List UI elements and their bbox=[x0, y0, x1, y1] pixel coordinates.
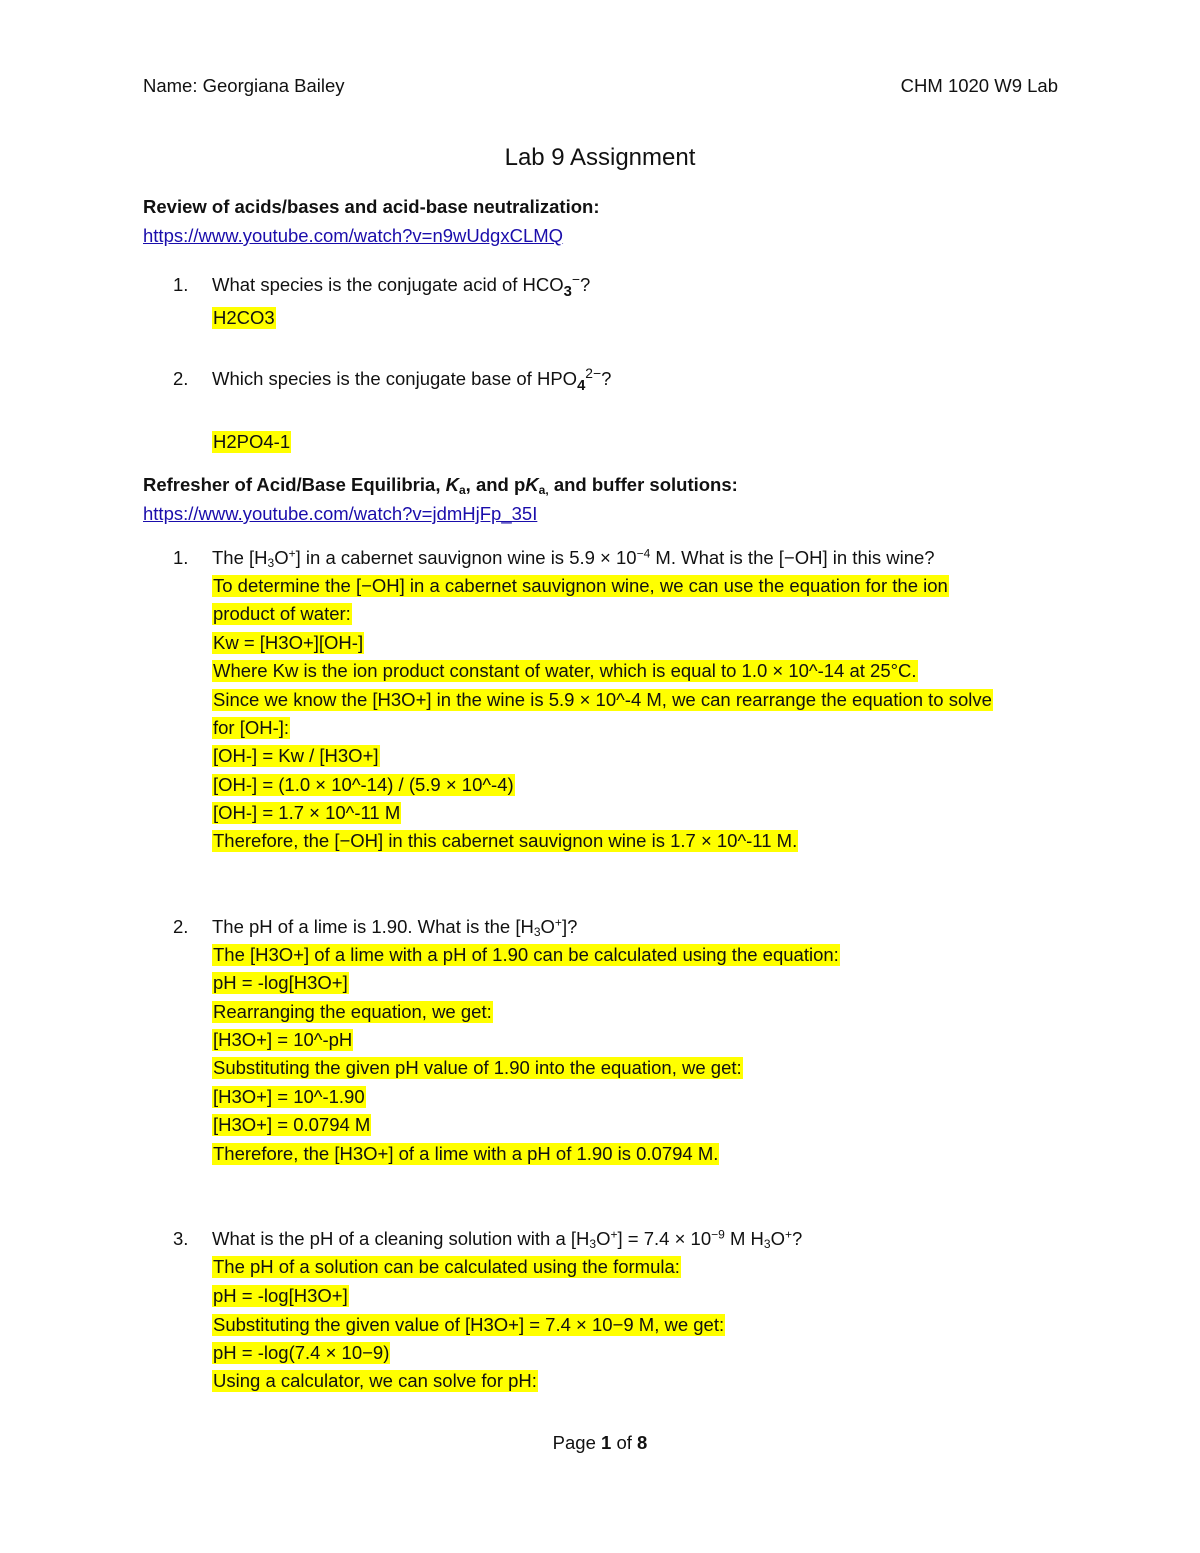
s2-q1-answer-line: Kw = [H3O+][OH-] bbox=[213, 632, 364, 653]
page-title: Lab 9 Assignment bbox=[504, 144, 696, 171]
s2-q2-answer-line: The [H3O+] of a lime with a pH of 1.90 can be calculated using the equation: bbox=[213, 944, 839, 965]
s2-q2-answer-line: Rearranging the equation, we get: bbox=[213, 1001, 492, 1022]
section2-video-link[interactable]: https://www.youtube.com/watch?v=jdmHjFp_35I bbox=[143, 503, 538, 524]
s2-q1-answer-line: To determine the [−OH] in a cabernet sauvignon wine, we can use the equation for the ion bbox=[213, 575, 948, 596]
s1-q2-number: 2. bbox=[173, 368, 189, 389]
s1-q2-answer: H2PO4-1 bbox=[213, 431, 291, 452]
s2-q2-answer-line: Therefore, the [H3O+] of a lime with a pH of 1.90 is 0.0794 M. bbox=[213, 1143, 719, 1164]
s2-q2-answer-line: pH = -log[H3O+] bbox=[213, 972, 348, 993]
s2-q3-question: What is the pH of a cleaning solution with a $[H_3O^+] = 7.4 \times 10^{-9}$ M $H_3O^+$? bbox=[212, 1227, 803, 1251]
s2-q1-answer-line: product of water: bbox=[213, 603, 351, 624]
s1-q2-question: Which species is the conjugate base of $HPO_4^{2-}$? bbox=[212, 365, 612, 395]
section1-video-link[interactable]: https://www.youtube.com/watch?v=n9wUdgxCLMQ bbox=[143, 225, 564, 246]
s2-q3-answer-line: The pH of a solution can be calculated using the formula: bbox=[213, 1256, 680, 1277]
s2-q3-answer-line: Using a calculator, we can solve for pH: bbox=[213, 1370, 537, 1391]
s2-q2-answer-line: [H3O+] = 10^-1.90 bbox=[213, 1086, 365, 1107]
s2-q1-answer-line: Where Kw is the ion product constant of water, which is equal to 1.0 × 10^-14 at 25°C. bbox=[213, 660, 917, 681]
s1-q1-question: What species is the conjugate acid of $HCO_3^-$? bbox=[212, 271, 591, 301]
s2-q3-answer-line: pH = -log[H3O+] bbox=[213, 1285, 348, 1306]
s2-q2-answer-line: Substituting the given pH value of 1.90 into the equation, we get: bbox=[213, 1057, 742, 1078]
s2-q1-question: The $[H_3O^+]$ in a cabernet sauvignon wine is $5.9 \times 10^{-4}$ M. What is the [−OH] in this wine? bbox=[212, 546, 935, 570]
s2-q1-answer-line: Since we know the [H3O+] in the wine is 5.9 × 10^-4 M, we can rearrange the equation to solve bbox=[213, 689, 992, 710]
s2-q2-question: The pH of a lime is 1.90. What is the $[H_3O^+]$? bbox=[212, 915, 578, 939]
student-name: Name: Georgiana Bailey bbox=[143, 75, 345, 96]
s2-q1-answer-line: [OH-] = (1.0 × 10^-14) / (5.9 × 10^-4) bbox=[213, 774, 514, 795]
s2-q1-answer-line: [OH-] = Kw / [H3O+] bbox=[213, 745, 379, 766]
s2-q1-number: 1. bbox=[173, 547, 189, 568]
s2-q2-answer-line: [H3O+] = 0.0794 M bbox=[213, 1114, 371, 1135]
s1-q1-answer: H2CO3 bbox=[213, 307, 275, 328]
s1-q1-number: 1. bbox=[173, 274, 189, 295]
s2-q3-number: 3. bbox=[173, 1228, 189, 1249]
s2-q3-answer-line: pH = -log(7.4 × 10−9) bbox=[213, 1342, 390, 1363]
s2-q1-answer-line: [OH-] = 1.7 × 10^-11 M bbox=[213, 802, 401, 823]
s2-q1-answer-line: for [OH-]: bbox=[213, 717, 290, 738]
s2-q1-answer-line: Therefore, the [−OH] in this cabernet sauvignon wine is 1.7 × 10^-11 M. bbox=[213, 830, 798, 851]
section1-heading: Review of acids/bases and acid-base neutralization: bbox=[143, 196, 600, 217]
s2-q3-answer-line: Substituting the given value of [H3O+] = 7.4 × 10−9 M, we get: bbox=[213, 1314, 725, 1335]
page-number: Page 1 of 8 bbox=[552, 1432, 648, 1453]
section2-heading: Refresher of Acid/Base Equilibria, $K_a$, and $pK_{a,}$ and buffer solutions: bbox=[143, 474, 738, 497]
s2-q2-number: 2. bbox=[173, 916, 189, 937]
s2-q2-answer-line: [H3O+] = 10^-pH bbox=[213, 1029, 353, 1050]
course-code: CHM 1020 W9 Lab bbox=[900, 75, 1058, 96]
